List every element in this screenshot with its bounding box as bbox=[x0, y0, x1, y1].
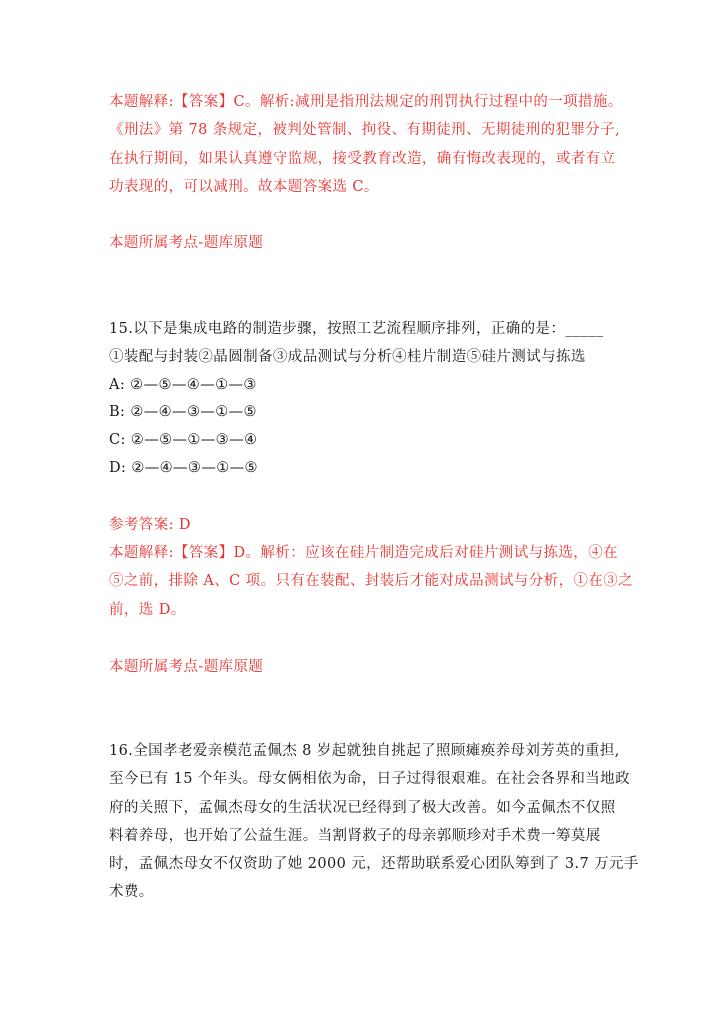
question-steps: ①装配与封装②晶圆制备③成品测试与分析④桂片制造⑤硅片测试与拣选 bbox=[109, 349, 586, 365]
question-stem-line: 时，孟佩杰母女不仅资助了她 2000 元，还帮助联系爱心团队筹到了 3.7 万元手 bbox=[109, 856, 639, 872]
explanation-line: 本题解释:【答案】D。解析：应该在硅片制造完成后对硅片测试与拣选，④在 bbox=[109, 545, 619, 561]
question-stem-line: 府的关照下，孟佩杰母女的生活状况已经得到了极大改善。如今孟佩杰不仅照 bbox=[109, 800, 616, 816]
option-d: D: ②—④—③—①—⑤ bbox=[109, 460, 258, 476]
source-note: 本题所属考点-题库原题 bbox=[109, 235, 264, 251]
option-c: C: ②—⑤—①—③—④ bbox=[109, 432, 258, 448]
reference-answer: 参考答案: D bbox=[109, 517, 191, 533]
question-stem-line: 料着养母，也开始了公益生涯。当割肾救子的母亲郭顺珍对手术费一筹莫展 bbox=[109, 828, 601, 844]
question-stem-line: 术费。 bbox=[109, 884, 154, 900]
explanation-line: 本题解释:【答案】C。解析:减刑是指刑法规定的刑罚执行过程中的一项措施。 bbox=[109, 94, 623, 110]
option-a: A: ②—⑤—④—①—③ bbox=[109, 377, 257, 393]
question-stem-line: 至今已有 15 个年头。母女俩相依为命，日子过得很艰难。在社会各界和当地政 bbox=[109, 771, 630, 787]
explanation-line: 功表现的，可以减刑。故本题答案选 C。 bbox=[109, 179, 379, 195]
question-stem: 16.全国孝老爱亲模范孟佩杰 8 岁起就独自挑起了照顾瘫痪养母刘芳英的重担, bbox=[109, 743, 620, 759]
option-b: B: ②—④—③—①—⑤ bbox=[109, 404, 257, 420]
explanation-line: 前，选 D。 bbox=[109, 602, 186, 618]
question-stem: 15.以下是集成电路的制造步骤，按照工艺流程顺序排列，正确的是：_____ bbox=[109, 321, 604, 337]
source-note: 本题所属考点-题库原题 bbox=[109, 659, 264, 675]
explanation-line: ⑤之前，排除 A、C 项。只有在装配、封装后才能对成品测试与分析，①在③之 bbox=[109, 573, 634, 589]
explanation-line: 在执行期间，如果认真遵守监规，接受教育改造，确有悔改表现的，或者有立 bbox=[109, 151, 616, 167]
explanation-line: 《刑法》第 78 条规定，被判处管制、拘役、有期徒刑、无期徒刑的犯罪分子, bbox=[109, 122, 621, 138]
